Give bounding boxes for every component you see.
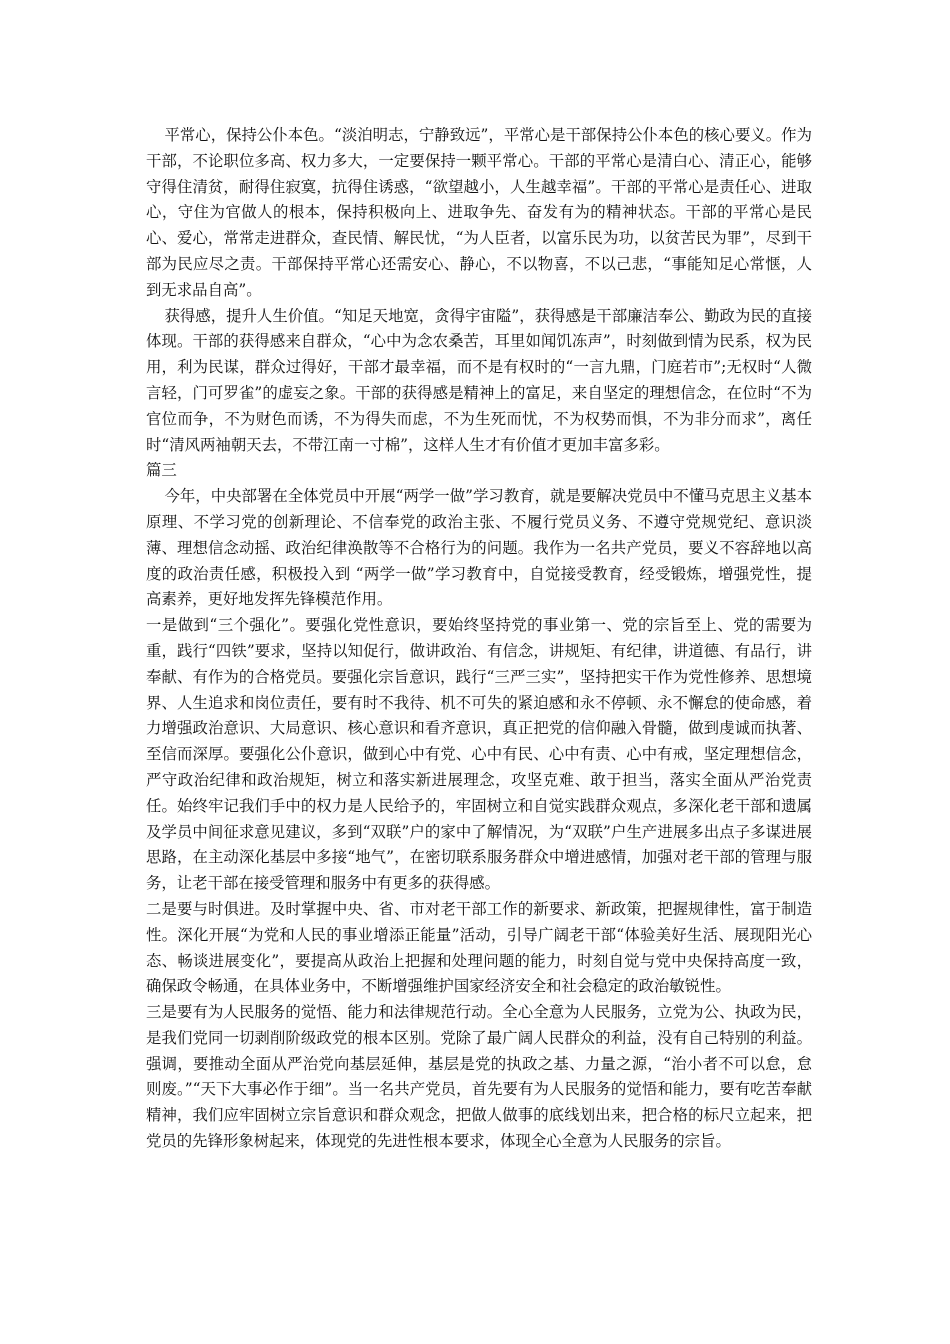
paragraph-ordinary-mind: 平常心，保持公仆本色。“淡泊明志，宁静致远”，平常心是干部保持公仆本色的核心要义。作为干部，不论职位多高、权力多大，一定要保持一颗平常心。干部的平常心是清白心、清正心，能够守得住清贫，耐得住寂寞，抗得住诱惑，“欲望越小，人生越幸福”。干部的平常心是责任心、进取心，守住为官做人的根本，保持积极向上、进取争先、奋发有为的精神状态。干部的平常心是民心、爱心，常常走进群众，查民情、解民忧，“为人臣者，以富乐民为功，以贫苦民为罪”，尽到干部为民应尽之责。干部保持平常心还需安心、静心，不以物喜，不以己悲，“事能知足心常惬，人到无求品自高”。 (146, 126, 812, 299)
document-body (146, 123, 812, 1155)
paragraph-point-three: 三是要有为人民服务的觉悟、能力和法律规范行动。全心全意为人民服务，立党为公、执政为民，是我们党同一切剥削阶级政党的根本区别。党除了最广阔人民群众的利益，没有自己特别的利益。强调，要推动全面从严治党向基层延伸，基层是党的执政之基、力量之源，“治小者不可以怠，怠则废。”“天下大事必作于细”。当一名共产党员，首先要有为人民服务的觉悟和能力，要有吃苦奉献精神，我们应牢固树立宗旨意识和群众观念，把做人做事的底线划出来，把合格的标尺立起来，把党员的先锋形象树起来，体现党的先进性根本要求，体现全心全意为人民服务的宗旨。 (146, 1003, 812, 1151)
paragraph-point-two: 二是要与时俱进。及时掌握中央、省、市对老干部工作的新要求、新政策，把握规律性，富于制造性。深化开展“为党和人民的事业增添正能量”活动，引导广阔老干部“体验美好生活、展现阳光心态、畅谈进展变化”，要提高从政治上把握和处理问题的能力，时刻自觉与党中央保持高度一致，确保政令畅通，在具体业务中，不断增强维护国家经济安全和社会稳定的政治敏锐性。 (146, 899, 812, 996)
section-title: 篇三 (146, 461, 177, 480)
paragraph-point-one: 一是做到“三个强化”。要强化党性意识，要始终坚持党的事业第一、党的宗旨至上、党的需要为重，践行“四铁”要求，坚持以知促行，做讲政治、有信念，讲规矩、有纪律，讲道德、有品行，讲奉献、有作为的合格党员。要强化宗旨意识，践行“三严三实”，坚持把实干作为党性修养、思想境界、人生追求和岗位责任，要有时不我待、机不可失的紧迫感和永不停顿、永不懈怠的使命感，着力增强政治意识、大局意识、核心意识和看齐意识，真正把党的信仰融入骨髓，做到虔诚而执著、至信而深厚。要强化公仆意识，做到心中有党、心中有民、心中有责、心中有戒，坚定理想信念，严守政治纪律和政治规矩，树立和落实新进展理念，攻坚克难、敢于担当，落实全面从严治党责任。始终牢记我们手中的权力是人民给予的，牢固树立和自觉实践群众观点，多深化老干部和遗属及学员中间征求意见建议，多到“双联”户的家中了解情况，为“双联”户生产进展多出点子多谋进展思路，在主动深化基层中多接“地气”，在密切联系服务群众中增进感情，加强对老干部的管理与服务，让老干部在接受管理和服务中有更多的获得感。 (146, 616, 812, 893)
paragraph-intro: 今年，中央部署在全体党员中开展“两学一做”学习教育，就是要解决党员中不懂马克思主义基本原理、不学习党的创新理论、不信奉党的政治主张、不履行党员义务、不遵守党规党纪、意识淡薄、理想信念动摇、政治纪律涣散等不合格行为的问题。我作为一名共产党员，要义不容辞地以高度的政治责任感，积极投入到 “两学一做”学习教育中，自觉接受教育，经受锻炼，增强党性，提高素养，更好地发挥先锋模范作用。 (146, 487, 812, 609)
paragraph-sense-of-gain: 获得感，提升人生价值。“知足天地宽，贪得宇宙隘”，获得感是干部廉洁奉公、勤政为民的直接体现。干部的获得感来自群众，“心中为念农桑苦，耳里如闻饥冻声”，时刻做到情为民系，权为民用，利为民谋，群众过得好，干部才最幸福，而不是有权时的“一言九鼎，门庭若市”;无权时“人微言轻，门可罗雀”的虚妄之象。干部的获得感是精神上的富足，来自坚定的理想信念，在位时“不为官位而争，不为财色而诱，不为得失而虑，不为生死而忧，不为权势而惧，不为非分而求”，离任时“清风两袖朝天去，不带江南一寸棉”，这样人生才有价值才更加丰富多彩。 (146, 306, 812, 454)
